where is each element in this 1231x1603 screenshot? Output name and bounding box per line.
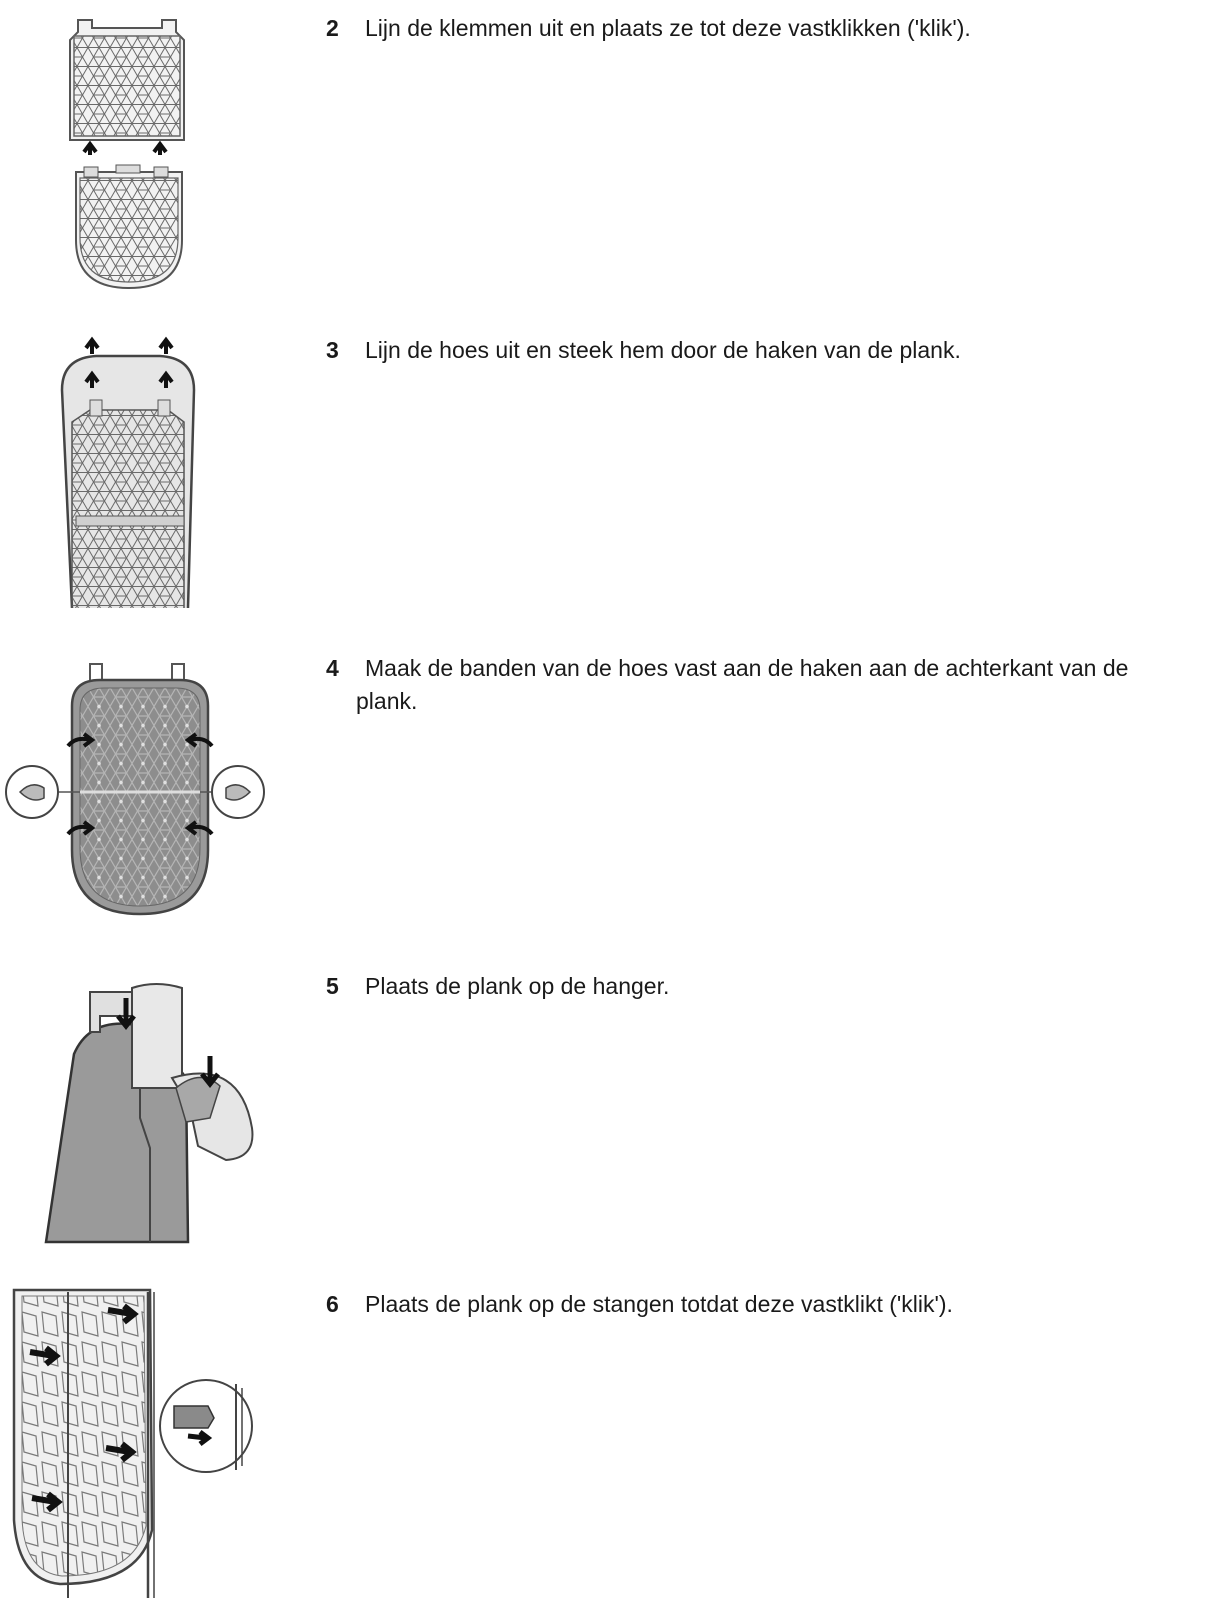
cover-hooks-icon	[0, 330, 200, 608]
step-5	[0, 968, 1231, 1268]
cover-straps-icon	[0, 640, 270, 935]
step-number: 2	[326, 15, 339, 41]
board-on-hanger-icon	[0, 968, 270, 1268]
step-3	[0, 330, 1231, 610]
step-6-line-1: 6 Plaats de plank op de stangen totdat deze vastklikt ('klik').	[326, 1288, 1226, 1321]
step-2	[0, 0, 1231, 300]
step-4	[0, 640, 1231, 940]
step-3-line-1: 3 Lijn de hoes uit en steek hem door de haken van de plank.	[326, 334, 1226, 367]
step-6-text	[326, 1288, 1226, 1321]
step-3-text	[326, 334, 1226, 367]
step-2-line-1: 2 Lijn de klemmen uit en plaats ze tot deze vastklikken ('klik').	[326, 12, 1226, 45]
step-2-text	[326, 12, 1226, 45]
step-number: 3	[326, 337, 339, 363]
step-5-text	[326, 970, 1226, 1003]
step-4-line-1: 4 Maak de banden van de hoes vast aan de haken aan de achterkant van de	[326, 652, 1226, 685]
step-6	[0, 1280, 1231, 1603]
step-number: 4	[326, 655, 339, 681]
board-on-rods-icon	[0, 1280, 270, 1600]
step-4-line-2: plank.	[356, 688, 418, 714]
step-number: 5	[326, 973, 339, 999]
step-5-line-1: 5 Plaats de plank op de hanger.	[326, 970, 1226, 1003]
step-4-text	[326, 652, 1226, 718]
step-number: 6	[326, 1291, 339, 1317]
board-clip-alignment-icon	[0, 0, 200, 295]
